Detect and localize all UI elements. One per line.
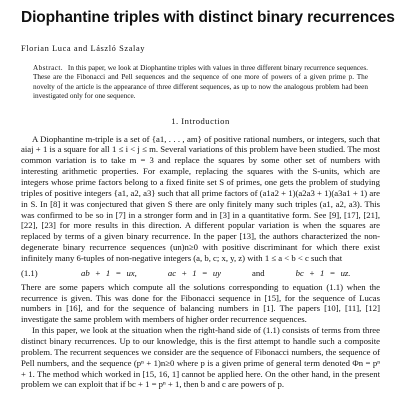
equation-label: (1.1) (21, 267, 38, 278)
equation-part-3: bc + 1 = uz. (295, 267, 351, 278)
paper-title: Diophantine triples with distinct binary recurrences (21, 9, 395, 26)
abstract-text: In this paper, we look at Diophantine triples with values in three different binary recurrence sequences. These are the Fibonacci and Pell sequences and the sequence of one more of powers of a given prime p. The novelty of the article is the appearance of three different sequences, as up to now the analogous problem had been investigated only for one sequence. (33, 64, 368, 101)
equation-part-1: ab + 1 = ux, (81, 267, 137, 278)
section-heading-introduction: 1. Introduction (171, 115, 230, 126)
equation-1-1 (21, 265, 380, 281)
equation-and: and (252, 267, 265, 278)
abstract (21, 64, 380, 102)
paper-authors: Florian Luca and László Szalay (21, 44, 146, 53)
intro-paragraph-2: There are some papers which compute all the solutions corresponding to equation (1.1) when the recurrence is given. This was done for the Fibonacci sequence in [15], for the sequence of Lucas numbers in [16], and for the sequence of balancing numbers in [1]. The papers [10], [11], [12] investigate the same problem with members of higher order recurrence sequences. (21, 281, 380, 325)
intro-paragraph-1: A Diophantine m-triple is a set of {a1, . . . , am} of positive rational numbers, or integers, such that aiaj + 1 is a square for all 1 ≤ i < j ≤ m. Several variations of this problem have been studied. The most common variation is to take m = 3 and replace the squares by some other set of numbers with interesting arithmetic properties. For example, replacing the squares with the S-units, which are integers whose prime factors belong to a fixed finite set S of primes, one gets the problem of studying triples of positive integers {a1, a2, a3} such that all prime factors of (a1a2 + 1)(a2a3 + 1)(a3a1 + 1) are in S. In [8] it was conjectured that given S there are only finitely many such triples (a1, a2, a3). This was confirmed to be so in [7] in a stronger form and in [3] in a quantitative form. See [9], [17], [21], [22], [23] for more results in this direction. A different popular variation is when the squares are replaced by terms of a given binary recurrence. In the paper [13], the authors characterized the non-degenerate binary recurrence sequences (un)n≥0 with positive discriminant for which there exist infinitely many 6-tuples of non-negative integers (a, b, c; x, y, z) with 1 ≤ a < b < c such that (21, 133, 380, 263)
equation-part-2: ac + 1 = uy (167, 267, 222, 278)
abstract-label: Abstract. (33, 64, 63, 72)
equation-body (81, 265, 350, 281)
intro-paragraph-3: In this paper, we look at the situation when the right-hand side of (1.1) consists of terms from three distinct binary recurrences. Up to our knowledge, this is the first attempt to handle such a composite problem. The recurrent sequences we consider are the sequence of Fibonacci numbers, the sequence of Pell numbers, and the sequence (pⁿ + 1)n≥0 where p is a given prime of general term denoted Φn = pⁿ + 1. The method which worked in [15, 16, 1] cannot be applied here. On the other hand, in the present problem we can exploit that if bc + 1 = pⁿ + 1, then b and c are powers of p. (21, 325, 380, 390)
